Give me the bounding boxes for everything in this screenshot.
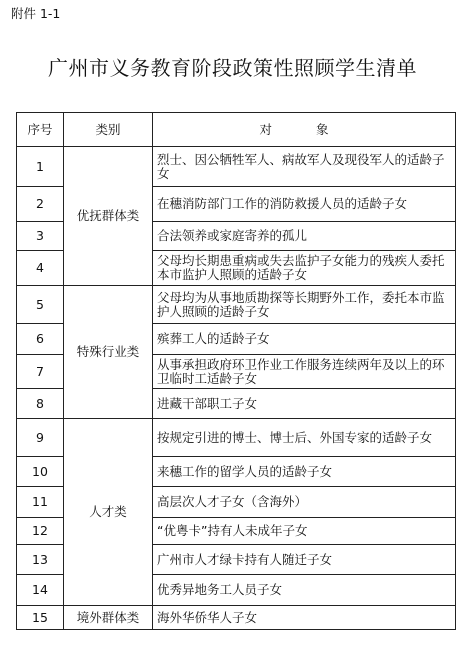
category-cell-overseas: 境外群体类 [64,606,153,630]
row-object: 父母均为从事地质勘探等长期野外工作，委托本市监护人照顾的适龄子女 [153,286,456,324]
row-number: 15 [17,606,64,630]
row-number: 6 [17,324,64,355]
row-object: 优秀异地务工人员子女 [153,575,456,606]
table-row [17,606,456,630]
row-number: 7 [17,355,64,389]
row-object: 高层次人才子女（含海外） [153,487,456,518]
row-number: 10 [17,457,64,487]
row-number: 3 [17,222,64,251]
row-object: 烈士、因公牺牲军人、病故军人及现役军人的适龄子女 [153,147,456,187]
row-number: 14 [17,575,64,606]
row-object: 海外华侨华人子女 [153,606,456,630]
table-row [17,286,456,324]
header-number: 序号 [17,113,64,147]
table-row [17,147,456,187]
row-number: 9 [17,419,64,457]
row-object: 合法领养或家庭寄养的孤儿 [153,222,456,251]
category-cell-talent: 人才类 [64,419,153,606]
header-category: 类别 [64,113,153,147]
row-number: 8 [17,389,64,419]
attachment-label: 附件 1-1 [11,6,61,21]
policy-student-table [16,112,456,630]
row-object: 殡葬工人的适龄子女 [153,324,456,355]
document-title: 广州市义务教育阶段政策性照顾学生清单 [48,56,417,80]
row-number: 4 [17,251,64,286]
table-header-row [17,113,456,147]
row-object: 父母均长期患重病或失去监护子女能力的残疾人委托本市监护人照顾的适龄子女 [153,251,456,286]
row-object: 来穗工作的留学人员的适龄子女 [153,457,456,487]
row-object: 进藏干部职工子女 [153,389,456,419]
row-number: 11 [17,487,64,518]
row-number: 13 [17,545,64,575]
table-row [17,419,456,457]
category-cell-special-industry: 特殊行业类 [64,286,153,419]
row-object: 在穗消防部门工作的消防救援人员的适龄子女 [153,187,456,222]
row-number: 2 [17,187,64,222]
category-cell-priority-care: 优抚群体类 [64,147,153,286]
row-object: 从事承担政府环卫作业工作服务连续两年及以上的环卫临时工适龄子女 [153,355,456,389]
row-number: 1 [17,147,64,187]
row-number: 12 [17,518,64,545]
row-object: “优粤卡”持有人未成年子女 [153,518,456,545]
row-number: 5 [17,286,64,324]
header-object: 对 象 [153,113,456,147]
row-object: 广州市人才绿卡持有人随迁子女 [153,545,456,575]
row-object: 按规定引进的博士、博士后、外国专家的适龄子女 [153,419,456,457]
